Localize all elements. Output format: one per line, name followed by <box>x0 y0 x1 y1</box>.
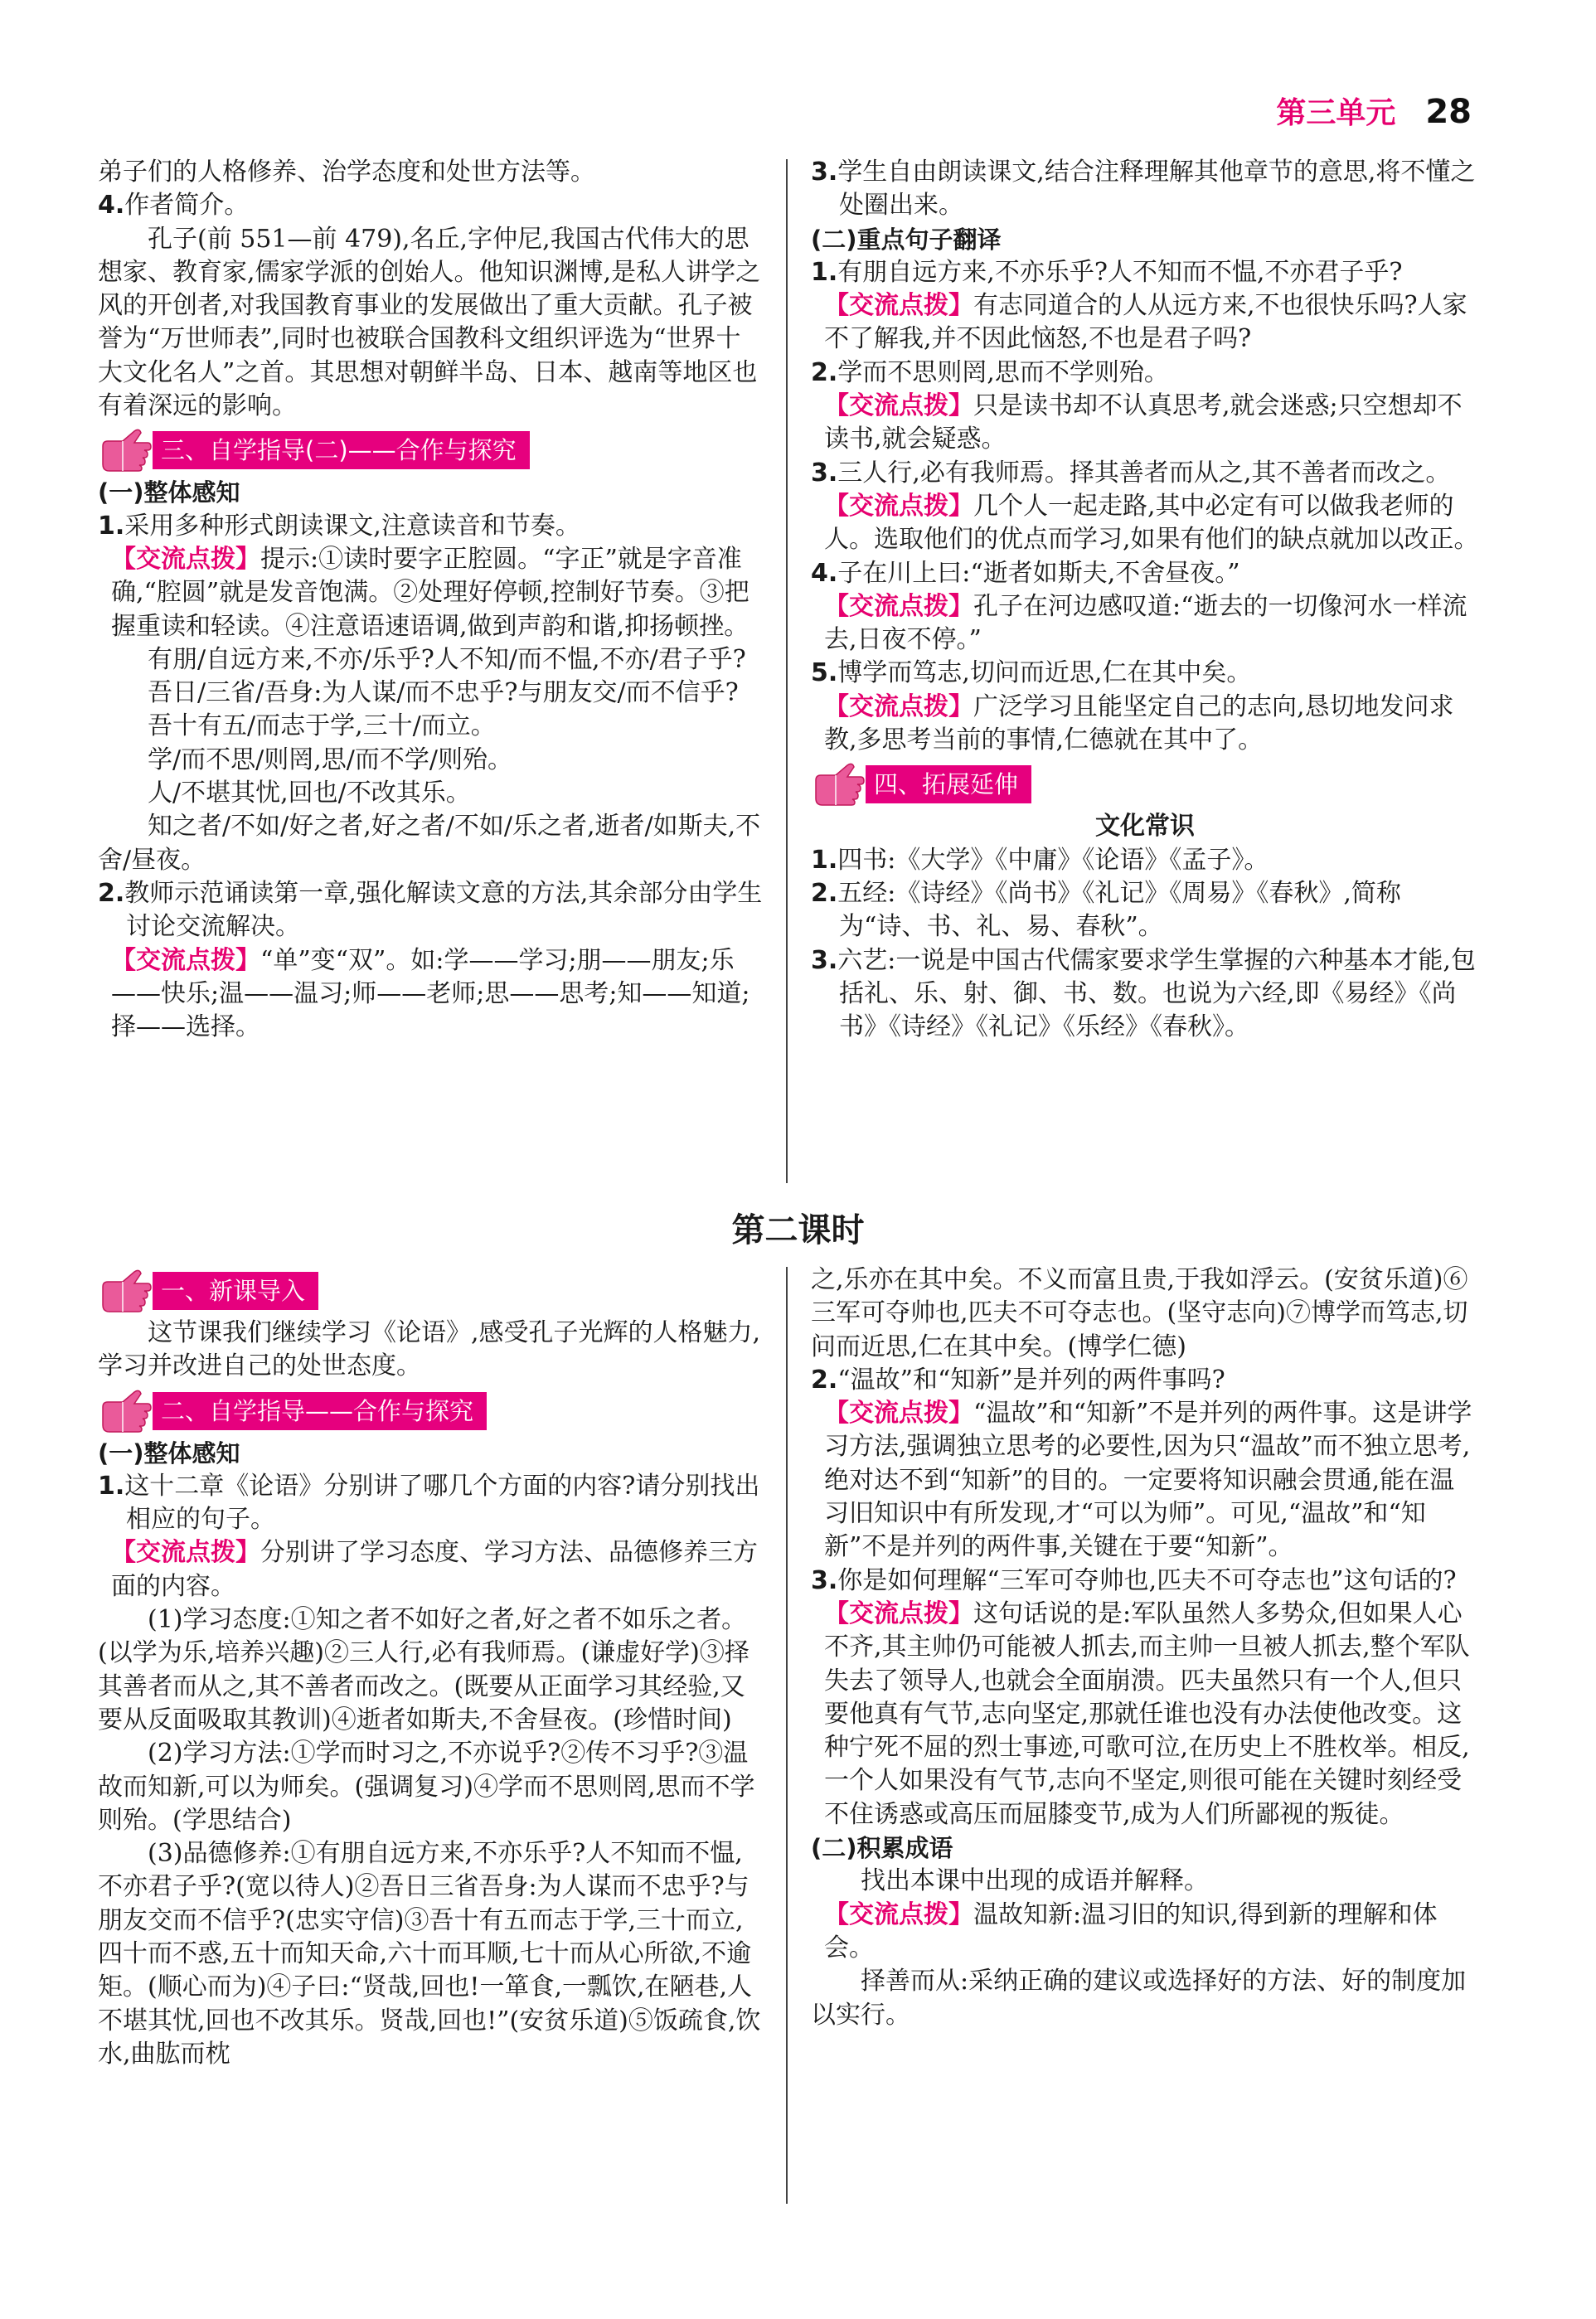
item-number: 2. <box>811 878 838 908</box>
item-text: 教师示范诵读第一章,强化解读文意的方法,其余部分由学生讨论交流解决。 <box>124 878 763 942</box>
discussion-text: 提示:①读时要字正腔圆。“字正”就是字音准确,“腔圆”就是发音饱满。②处理好停顿,控制好节奏。③把握重读和轻读。④注意语速语调,做到声韵和谐,抑扬顿挫。 <box>111 544 749 641</box>
item-text: 六艺:一说是中国古代儒家要求学生掌握的六种基本才能,包括礼、乐、射、御、书、数。也说为六经,即《易经》《尚书》《诗经》《礼记》《乐经》《春秋》。 <box>837 945 1476 1042</box>
paragraph: (3)品德修养:①有朋自远方来,不亦乐乎?人不知而不愠,不亦君子乎?(宽以待人)②吾日三省吾身:为人谋而不忠乎?与朋友交而不信乎?(忠实守信)③吾十有五而志于学,三十而立,四十而不惑,五十而知天命,六十而耳顺,七十而从心所欲,不逾矩。(顺心而为)④子曰:“贤哉,回也!一箪食,一瓢饮,在陋巷,人不堪其忧,回也不改其乐。贤哉,回也!”(安贫乐道)⑤饭疏食,饮水,曲肱而枕 <box>98 1839 761 2069</box>
discussion-note <box>98 1536 763 1603</box>
pointing-hand-icon <box>98 1389 153 1434</box>
numbered-item <box>811 156 1479 223</box>
paragraph: 吾十有五/而志于学,三十/而立。 <box>148 711 496 741</box>
subsection-heading: (二)积累成语 <box>811 1834 953 1863</box>
section-banner <box>98 428 763 473</box>
discussion-tag: 【交流点拨】 <box>111 945 260 975</box>
lesson-title: 第二课时 <box>731 1211 865 1249</box>
item-text: 学生自由朗读课文,结合注释理解其他章节的意思,将不懂之处圈出来。 <box>837 158 1476 221</box>
item-number: 5. <box>811 658 838 688</box>
bottom-left-column <box>98 1264 763 2071</box>
pointing-hand-icon <box>98 428 153 473</box>
item-number: 3. <box>811 945 838 975</box>
discussion-note <box>811 289 1479 357</box>
paragraph: 学/而不思/则罔,思/而不学/则殆。 <box>148 745 512 774</box>
discussion-text: 温故知新:温习旧的知识,得到新的理解和体会。 <box>824 1899 1438 1962</box>
paragraph: 这节课我们继续学习《论语》,感受孔子光辉的人格魅力,学习并改进自己的处世态度。 <box>98 1318 761 1381</box>
numbered-item <box>811 844 1479 877</box>
discussion-note <box>98 543 763 643</box>
numbered-item <box>811 557 1479 590</box>
section-banner-label: 四、拓展延伸 <box>866 765 1031 803</box>
discussion-note <box>811 590 1479 657</box>
discussion-text: 广泛学习且能坚定自己的志向,恳切地发问求教,多思考当前的事情,仁德就在其中了。 <box>824 691 1454 755</box>
section-banner <box>98 1269 763 1313</box>
discussion-note <box>811 1899 1479 1966</box>
paragraph: 孔子(前 551—前 479),名丘,字仲尼,我国古代伟大的思想家、教育家,儒家学派的创始人。他知识渊博,是私人讲学之风的开创者,对我国教育事业的发展做出了重大贡献。孔子被誉为“万世师表”,同时也被联合国教科文组织评选为“世界十大文化名人”之首。其思想对朝鲜半岛、日本、越南等地区也有着深远的影响。 <box>98 224 761 421</box>
top-left-column <box>98 156 763 1044</box>
discussion-text: 有志同道合的人从远方来,不也很快乐吗?人家不了解我,并不因此恼怒,不也是君子吗? <box>824 291 1467 354</box>
numbered-item <box>811 1364 1479 1397</box>
item-number: 1. <box>98 511 125 541</box>
discussion-note <box>811 390 1479 457</box>
numbered-item <box>811 657 1479 690</box>
discussion-note <box>811 1598 1479 1831</box>
page-number: 28 <box>1425 93 1472 131</box>
subsection-heading: (一)整体感知 <box>98 478 240 507</box>
discussion-tag: 【交流点拨】 <box>111 544 260 574</box>
numbered-item <box>98 510 763 543</box>
item-text: 五经:《诗经》《尚书》《礼记》《周易》《春秋》,简称为“诗、书、礼、易、春秋”。 <box>837 878 1401 942</box>
discussion-text: 只是读书却不认真思考,就会迷惑;只空想却不读书,就会疑惑。 <box>824 391 1463 454</box>
pointing-hand-icon <box>811 762 866 807</box>
discussion-text: “温故”和“知新”不是并列的两件事。这是讲学习方法,强调独立思考的必要性,因为只“温故”而不独立思考,绝对达不到“知新”的目的。一定要将知识融会贯通,能在温习旧知识中有所发现,才“可以为师”。可见,“温故”和“知新”不是并列的两件事,关键在于要“知新”。 <box>824 1399 1472 1562</box>
item-number: 2. <box>811 1365 838 1395</box>
item-text: 你是如何理解“三军可夺帅也,匹夫不可夺志也”这句话的? <box>837 1565 1457 1595</box>
item-text: 子在川上曰:“逝者如斯夫,不舍昼夜。” <box>837 558 1240 588</box>
item-number: 4. <box>811 558 838 588</box>
section-banner-label: 一、新课导入 <box>153 1272 318 1310</box>
discussion-text: 孔子在河边感叹道:“逝去的一切像河水一样流去,日夜不停。” <box>824 591 1467 655</box>
paragraph: 找出本课中出现的成语并解释。 <box>861 1866 1209 1896</box>
item-text: 这十二章《论语》分别讲了哪几个方面的内容?请分别找出相应的句子。 <box>124 1471 760 1535</box>
discussion-tag: 【交流点拨】 <box>824 1599 973 1628</box>
discussion-tag: 【交流点拨】 <box>824 591 973 621</box>
paragraph: 吾日/三省/吾身:为人谋/而不忠乎?与朋友交/而不信乎? <box>148 678 739 708</box>
numbered-item <box>811 256 1479 289</box>
paragraph: 人/不堪其忧,回也/不改其乐。 <box>148 779 471 808</box>
numbered-item <box>98 189 763 222</box>
discussion-tag: 【交流点拨】 <box>824 391 973 421</box>
numbered-item <box>811 357 1479 390</box>
discussion-tag: 【交流点拨】 <box>824 1899 973 1929</box>
item-text: 作者简介。 <box>124 191 250 221</box>
discussion-note <box>811 1397 1479 1564</box>
numbered-item <box>811 457 1479 490</box>
page-header <box>1276 90 1472 132</box>
paragraph: (1)学习态度:①知之者不如好之者,好之者不如乐之者。(以学为乐,培养兴趣)②三人行,必有我师焉。(谦虚好学)③择其善者而从之,其不善者而改之。(既要从正面学习其经验,又要从反面吸取其教训)④逝者如斯夫,不舍昼夜。(珍惜时间) <box>98 1605 749 1734</box>
paragraph: 知之者/不如/好之者,好之者/不如/乐之者,逝者/如斯夫,不舍/昼夜。 <box>98 812 761 875</box>
paragraph: 弟子们的人格修养、治学态度和处世方法等。 <box>98 158 595 187</box>
column-divider-bottom <box>786 1267 788 2204</box>
paragraph: 有朋/自远方来,不亦/乐乎?人不知/而不愠,不亦/君子乎? <box>148 644 746 674</box>
item-number: 1. <box>98 1471 125 1501</box>
discussion-text: 分别讲了学习态度、学习方法、品德修养三方面的内容。 <box>111 1538 758 1601</box>
item-number: 4. <box>98 191 125 221</box>
item-text: “温故”和“知新”是并列的两件事吗? <box>837 1365 1225 1395</box>
item-number: 2. <box>98 878 125 908</box>
item-number: 1. <box>811 257 838 287</box>
discussion-note <box>811 490 1479 557</box>
section-banner-label: 三、自学指导(二)——合作与探究 <box>153 431 530 469</box>
item-text: 学而不思则罔,思而不学则殆。 <box>837 357 1169 387</box>
discussion-text: 几个人一起走路,其中必定有可以做我老师的人。选取他们的优点而学习,如果有他们的缺点就加以改正。 <box>824 491 1479 555</box>
top-right-column <box>811 156 1479 1044</box>
item-number: 3. <box>811 158 838 187</box>
subsection-heading: (二)重点句子翻译 <box>811 225 1002 254</box>
unit-title: 第三单元 <box>1276 96 1396 130</box>
section-banner <box>811 762 1479 807</box>
bottom-right-column <box>811 1264 1479 2032</box>
discussion-note <box>811 691 1479 758</box>
item-text: 博学而笃志,切问而近思,仁在其中矣。 <box>837 658 1252 688</box>
item-number: 2. <box>811 357 838 387</box>
discussion-text: “单”变“双”。如:学——学习;朋——朋友;乐——快乐;温——温习;师——老师;思——思考;知——知道;择——选择。 <box>111 945 750 1042</box>
item-text: 有朋自远方来,不亦乐乎?人不知而不愠,不亦君子乎? <box>837 257 1403 287</box>
item-text: 采用多种形式朗读课文,注意读音和节奏。 <box>124 511 580 541</box>
discussion-tag: 【交流点拨】 <box>824 491 973 521</box>
pointing-hand-icon <box>98 1269 153 1313</box>
paragraph: 之,乐亦在其中矣。不义而富且贵,于我如浮云。(安贫乐道)⑥三军可夺帅也,匹夫不可夺志也。(坚守志向)⑦博学而笃志,切问而近思,仁在其中矣。(博学仁德) <box>811 1265 1468 1361</box>
item-text: 三人行,必有我师焉。择其善者而从之,其不善者而改之。 <box>837 458 1451 488</box>
numbered-item <box>811 877 1479 944</box>
item-text: 四书:《大学》《中庸》《论语》《孟子》。 <box>837 845 1269 875</box>
subsection-heading: (一)整体感知 <box>98 1438 240 1468</box>
discussion-tag: 【交流点拨】 <box>111 1538 260 1568</box>
column-divider-top <box>786 159 788 1183</box>
paragraph: 择善而从:采纳正确的建议或选择好的方法、好的制度加以实行。 <box>811 1967 1467 2030</box>
paragraph: (2)学习方法:①学而时习之,不亦说乎?②传不习乎?③温故而知新,可以为师矣。(强调复习)④学而不思则罔,思而不学则殆。(学思结合) <box>98 1739 755 1835</box>
item-number: 3. <box>811 1565 838 1595</box>
discussion-tag: 【交流点拨】 <box>824 1399 973 1429</box>
discussion-note <box>98 944 763 1045</box>
discussion-text: 这句话说的是:军队虽然人多势众,但如果人心不齐,其主帅仍可能被人抓去,而主帅一旦被人抓去,整个军队失去了领导人,也就会全面崩溃。匹夫虽然只有一个人,但只要他真有气节,志向坚定,那就任谁也没有办法使他改变。这种宁死不屈的烈士事迹,可歌可泣,在历史上不胜枚举。相反,一个人如果没有气节,志向不坚定,则很可能在关键时刻经受不住诱惑或高压而屈膝变节,成为人们所鄙视的叛徒。 <box>824 1599 1470 1829</box>
discussion-tag: 【交流点拨】 <box>824 291 973 321</box>
discussion-tag: 【交流点拨】 <box>824 691 973 721</box>
numbered-item <box>811 944 1479 1045</box>
section-banner <box>98 1389 763 1434</box>
section-banner-label: 二、自学指导——合作与探究 <box>153 1392 487 1430</box>
numbered-item <box>811 1565 1479 1598</box>
numbered-item <box>98 877 763 944</box>
centered-heading: 文化常识 <box>1095 812 1195 842</box>
item-number: 1. <box>811 845 838 875</box>
item-number: 3. <box>811 458 838 488</box>
numbered-item <box>98 1470 763 1537</box>
